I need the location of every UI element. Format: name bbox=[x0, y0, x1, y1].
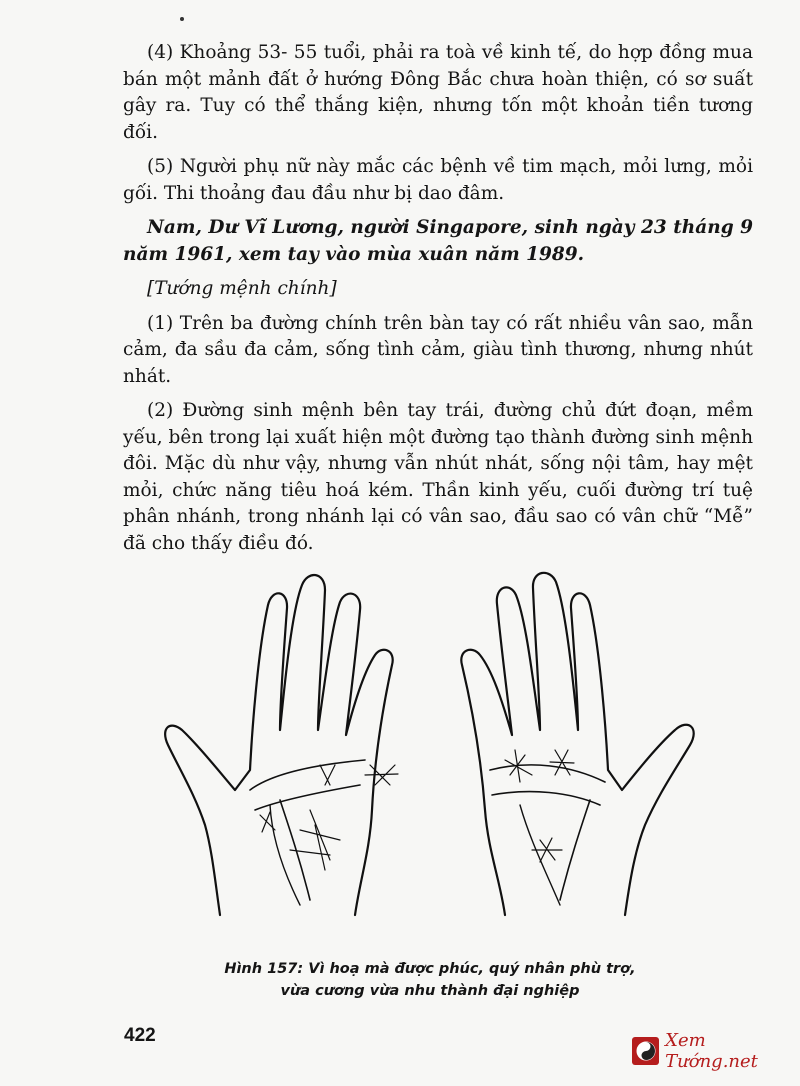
right-hand bbox=[461, 573, 693, 915]
section-label: [Tướng mệnh chính] bbox=[147, 278, 337, 299]
watermark-text: Xem Tướng.net bbox=[665, 1030, 758, 1072]
page-number: 422 bbox=[124, 1025, 156, 1046]
section-paragraph-1: (1) Trên ba đường chính trên bàn tay có rất nhiều vân sao, mẫn cảm, đa sầu đa cảm, sống tình cảm, giàu tình thương, nhưng nhút nhát. bbox=[123, 312, 753, 387]
page-dot bbox=[180, 17, 184, 21]
palm-illustration bbox=[160, 560, 710, 945]
section-paragraph-2: (2) Đường sinh mệnh bên tay trái, đường chủ đứt đoạn, mềm yếu, bên trong lại xuất hiện một đường tạo thành đường sinh mệnh đôi. Mặc dù như vậy, nhưng vẫn nhút nhát, sống nội tâm, hay mệt mỏi, chức năng tiêu hoá kém. Thần kinh yếu, cuối đường trí tuệ phân nhánh, trong nhánh lại có vân sao, đầu sao có vân chữ “Mễ” đã cho thấy điều đó. bbox=[123, 400, 753, 554]
caption-line-2: vừa cương vừa nhu thành đại nghiệp bbox=[280, 983, 580, 999]
paragraph-4: (4) Khoảng 53- 55 tuổi, phải ra toà về kinh tế, do hợp đồng mua bán một mảnh đất ở hướng Đông Bắc chưa hoàn thiện, có sơ suất gây ra. Tuy có thể thắng kiện, nhưng tốn một khoản tiền tương đối. bbox=[123, 42, 753, 143]
case-heading: Nam, Dư Vĩ Lương, người Singapore, sinh ngày 23 tháng 9 năm 1961, xem tay vào mùa xuân năm 1989. bbox=[123, 217, 753, 265]
yin-yang-icon bbox=[632, 1037, 659, 1065]
caption-line-1: Hình 157: Vì hoạ mà được phúc, quý nhân phù trợ, bbox=[224, 961, 636, 977]
left-hand bbox=[165, 575, 398, 915]
body-text bbox=[123, 40, 753, 565]
paragraph-5: (5) Người phụ nữ này mắc các bệnh về tim mạch, mỏi lưng, mỏi gối. Thi thoảng đau đầu như bị dao đâm. bbox=[123, 156, 753, 204]
figure-caption bbox=[220, 958, 640, 1002]
watermark-logo[interactable] bbox=[632, 1030, 800, 1072]
